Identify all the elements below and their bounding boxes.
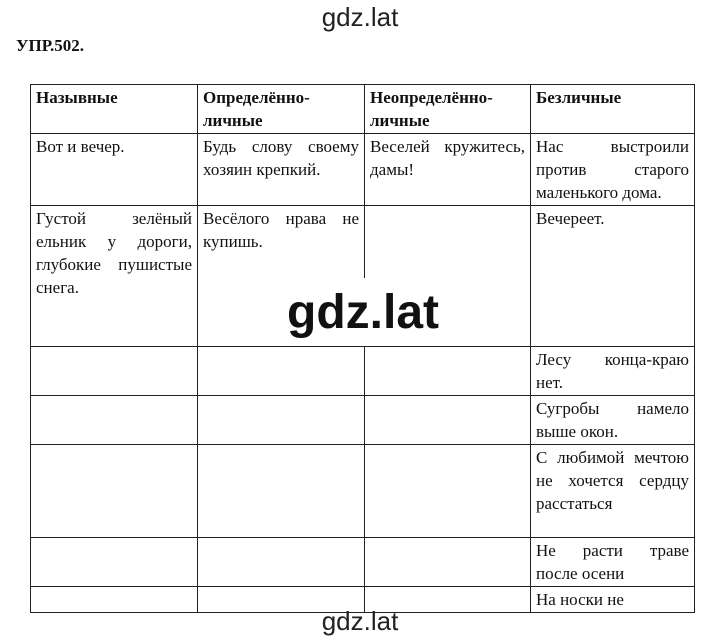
table-cell: Лесу конца-краю нет. <box>531 347 695 396</box>
table-cell: Будь слову своему хозяин крепкий. <box>198 134 365 206</box>
table-row <box>31 347 695 396</box>
table-cell: Весёлого нрава не купишь. <box>198 206 365 347</box>
table-cell <box>31 396 198 445</box>
table-cell: Вечереет. <box>531 206 695 347</box>
table-cell <box>365 445 531 538</box>
header-indefinite-personal: Неопределённо-личные <box>365 85 531 134</box>
header-nominative: Назывные <box>31 85 198 134</box>
table-cell <box>365 396 531 445</box>
exercise-title: УПР.502. <box>16 36 84 55</box>
table-cell <box>31 347 198 396</box>
table-cell: Веселей кружитесь, дамы! <box>365 134 531 206</box>
table-cell: С любимой мечтою не хочется сердцу расстаться <box>531 445 695 538</box>
table-row <box>31 538 695 587</box>
watermark-center: gdz.lat <box>268 278 458 346</box>
header-definite-personal: Определённо-личные <box>198 85 365 134</box>
table-cell <box>31 445 198 538</box>
table-row <box>31 396 695 445</box>
table-cell: Не расти траве после осени <box>531 538 695 587</box>
table-cell: Вот и вечер. <box>31 134 198 206</box>
sentence-types-table <box>30 84 695 613</box>
watermark-bottom: gdz.lat <box>321 606 399 636</box>
table-cell: На носки не <box>531 587 695 613</box>
table-cell <box>198 347 365 396</box>
table-header-row <box>31 85 695 134</box>
table-cell: Сугробы намело выше окон. <box>531 396 695 445</box>
table-cell <box>198 396 365 445</box>
table-row <box>31 134 695 206</box>
header-impersonal: Безличные <box>531 85 695 134</box>
table-cell: Нас выстроили против старого маленького дома. <box>531 134 695 206</box>
table-cell <box>31 538 198 587</box>
table-cell <box>198 538 365 587</box>
table-cell <box>365 538 531 587</box>
table-cell <box>198 445 365 538</box>
table-row <box>31 445 695 538</box>
watermark-top: gdz.lat <box>321 2 399 32</box>
table-cell <box>365 347 531 396</box>
table-cell: Густой зелёный ельник у дороги, глубокие пушистые снега. <box>31 206 198 347</box>
